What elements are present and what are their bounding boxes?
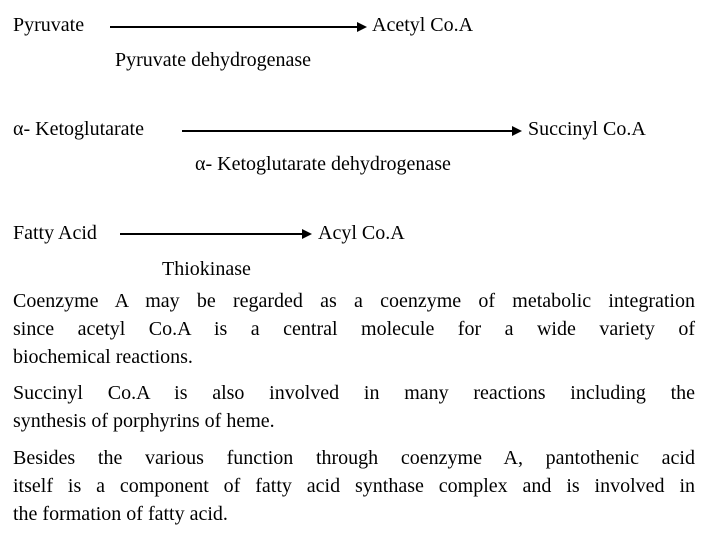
paragraph-line: itself is a component of fatty acid synthase complex and is involved in: [13, 475, 695, 497]
paragraph-line: Besides the various function through coenzyme A, pantothenic acid: [13, 447, 695, 469]
reaction-3-enzyme: Thiokinase: [162, 258, 251, 280]
reaction-1-product: Acetyl Co.A: [372, 14, 474, 36]
paragraph-coenzyme-a: [13, 287, 695, 371]
paragraph-succinyl-coa: [13, 379, 695, 435]
reaction-1-substrate: Pyruvate: [13, 14, 85, 36]
paragraph-line: the formation of fatty acid.: [13, 503, 228, 525]
reaction-3-arrow: [120, 233, 310, 235]
reaction-1-enzyme: Pyruvate dehydrogenase: [115, 49, 312, 71]
reaction-3-substrate: Fatty Acid: [13, 222, 97, 244]
paragraph-line: synthesis of porphyrins of heme.: [13, 410, 275, 432]
paragraph-line: since acetyl Co.A is a central molecule for a wide variety of: [13, 318, 695, 340]
reaction-2-product: Succinyl Co.A: [528, 118, 646, 140]
reaction-2-enzyme: α- Ketoglutarate dehydrogenase: [195, 153, 451, 175]
reaction-3-product: Acyl Co.A: [318, 222, 405, 244]
paragraph-line: Succinyl Co.A is also involved in many reactions including the: [13, 382, 695, 404]
reaction-1-arrow: [110, 26, 365, 28]
paragraph-pantothenic-acid: [13, 444, 695, 528]
reaction-2-substrate: α- Ketoglutarate: [13, 118, 144, 140]
paragraph-line: biochemical reactions.: [13, 346, 193, 368]
paragraph-line: Coenzyme A may be regarded as a coenzyme of metabolic integration: [13, 290, 695, 312]
reaction-2-arrow: [182, 130, 520, 132]
